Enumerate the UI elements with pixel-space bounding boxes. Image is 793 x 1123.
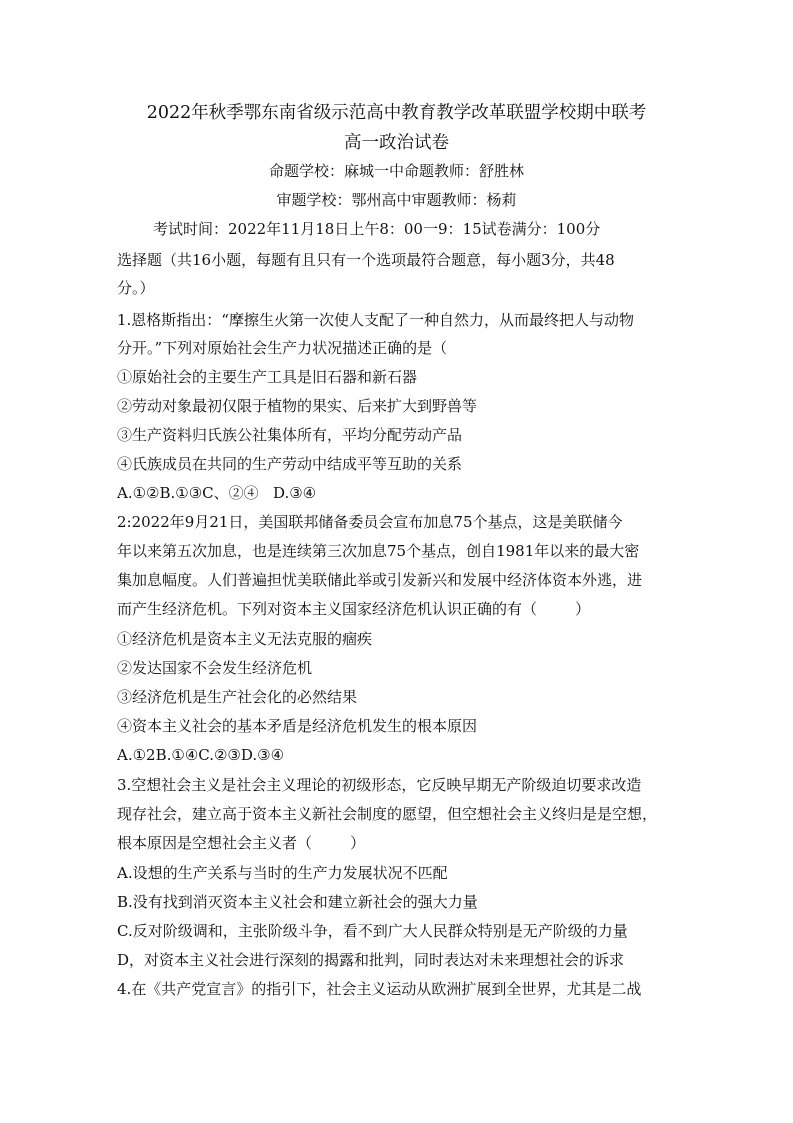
exam-title: 2022年秋季鄂东南省级示范高中教育教学改革联盟学校期中联考 — [146, 103, 647, 123]
q1-option-3: ③生产资料归氏族公社集体所有，平均分配劳动产品 — [117, 426, 463, 444]
q2-option-2: ②发达国家不会发生经济危机 — [117, 659, 313, 677]
q3-option-c: C.反对阶级调和，主张阶级斗争，看不到广大人民群众特别是无产阶级的力量 — [117, 922, 628, 940]
q2-stem-cont-1: 年以来第五次加息，也是连续第三次加息75个基点，创自1981年以来的最大密 — [117, 542, 640, 560]
exam-subtitle: 高一政治试卷 — [344, 133, 449, 153]
q2-stem: 2:2022年9月21日，美国联邦储备委员会宣布加息75个基点，这是美联储今 — [117, 513, 623, 531]
q4-stem: 4.在《共产党宣言》的指引下，社会主义运动从欧洲扩展到全世界，尤其是二战 — [117, 980, 642, 998]
section-instructions-cont: 分。） — [117, 279, 155, 297]
q1-option-1: ①原始社会的主要生产工具是旧石器和新石器 — [117, 368, 418, 386]
q1-option-2: ②劳动对象最初仅限于植物的果实、后来扩大到野兽等 — [117, 397, 478, 415]
q2-choices: A.①2B.①④C.②③D.③④ — [117, 746, 285, 764]
q3-stem-cont-2: 根本原因是空想社会主义者（ ） — [117, 834, 366, 852]
reviewer-info: 审题学校：鄂州高中审题教师：杨莉 — [276, 191, 517, 209]
q1-stem-cont: 分开。”下列对原始社会生产力状况描述正确的是（ — [117, 339, 448, 357]
q3-option-d: D，对资本主义社会进行深刻的揭露和批判，同时表达对未来理想社会的诉求 — [117, 951, 625, 969]
q2-option-3: ③经济危机是生产社会化的必然结果 — [117, 688, 358, 706]
q1-stem: 1.恩格斯指出：“摩擦生火第一次使人支配了一种自然力，从而最终把人与动物 — [117, 311, 634, 329]
exam-time-info: 考试时间：2022年11月18日上午8：00一9：15试卷满分：100分 — [153, 220, 601, 238]
q1-option-4: ④氏族成员在共同的生产劳动中结成平等互助的关系 — [117, 455, 463, 473]
q3-stem: 3.空想社会主义是社会主义理论的初级形态，它反映早期无产阶级迫切要求改造 — [117, 776, 642, 794]
section-instructions: 选择题（共16小题，每题有且只有一个选项最符合题意，每小题3分，共48 — [117, 251, 615, 269]
q2-option-1: ①经济危机是资本主义无法克服的痼疾 — [117, 630, 373, 648]
q2-stem-cont-3: 而产生经济危机。下列对资本主义国家经济危机认识正确的有（ ） — [117, 600, 591, 618]
q3-option-b: B.没有找到消灭资本主义社会和建立新社会的强大力量 — [117, 893, 478, 911]
setter-info: 命题学校：麻城一中命题教师：舒胜林 — [268, 162, 524, 180]
q2-stem-cont-2: 集加息幅度。人们普遍担忧美联储此举或引发新兴和发展中经济体资本外逃，进 — [117, 571, 643, 589]
q1-choices: A.①②B.①③C、②④ D.③④ — [117, 484, 317, 502]
q2-option-4: ④资本主义社会的基本矛盾是经济危机发生的根本原因 — [117, 717, 478, 735]
q3-stem-cont-1: 现存社会，建立高于资本主义新社会制度的愿望，但空想社会主义终归是是空想， — [117, 805, 658, 823]
q3-option-a: A.设想的生产关系与当时的生产力发展状况不匹配 — [117, 864, 448, 882]
